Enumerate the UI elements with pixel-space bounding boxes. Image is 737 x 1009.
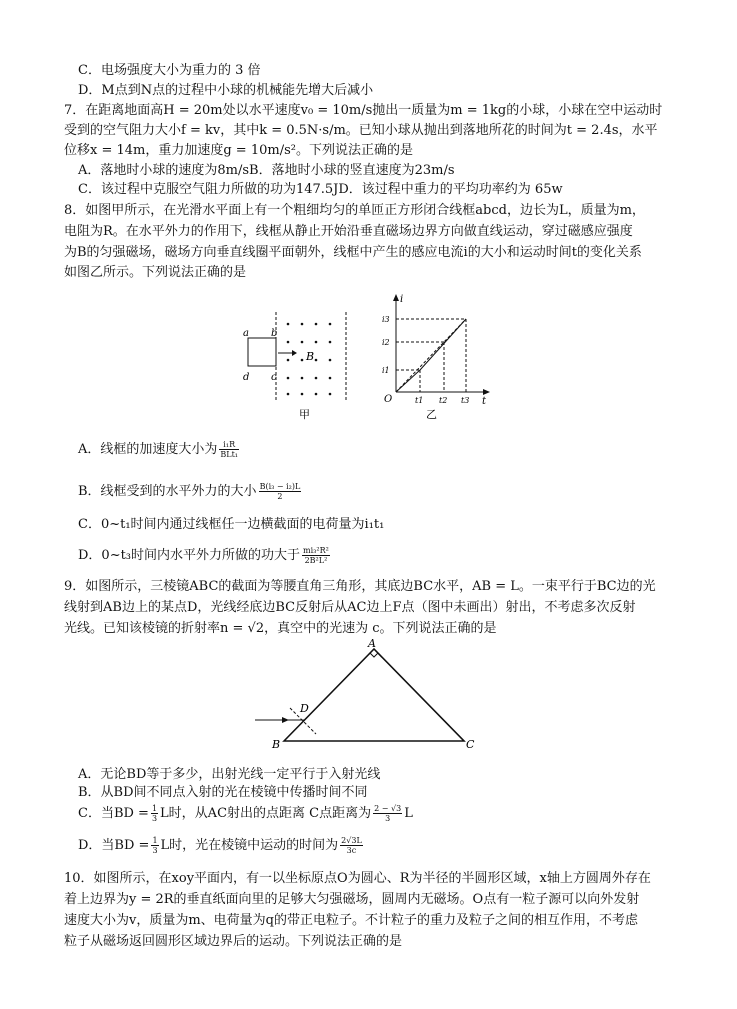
label-c: c bbox=[271, 372, 277, 383]
origin-label: O bbox=[384, 394, 393, 405]
frac-denominator: 3 bbox=[151, 814, 158, 823]
label-a: a bbox=[243, 328, 249, 339]
q8-figure-yi bbox=[378, 292, 498, 422]
q6-option-c: C．电场强度大小为重力的 3 倍 bbox=[78, 63, 261, 78]
frac-numerator: 2√3L bbox=[341, 836, 362, 845]
tick-t3: t3 bbox=[461, 396, 470, 405]
q9-stem-line-3: 光线。已知该棱镜的折射率n = √2，真空中的光速为 c。下列说法正确的是 bbox=[64, 621, 497, 636]
tick-i3: i3 bbox=[382, 315, 390, 324]
q9-prism-figure bbox=[250, 636, 490, 754]
q9-option-c-bd-fraction bbox=[151, 804, 158, 823]
q9-stem-line-1: 9．如图所示，三棱镜ABC的截面为等腰直角三角形，其底边BC水平，AB = L。一束平行于BC边的光 bbox=[64, 579, 656, 594]
vertex-C: C bbox=[466, 738, 475, 751]
q8-option-b-text: B．线框受到的水平外力的大小 bbox=[78, 484, 257, 499]
extension-line bbox=[396, 319, 466, 392]
q8-option-a-fraction bbox=[219, 440, 239, 459]
point-D: D bbox=[300, 702, 309, 715]
vertex-A: A bbox=[368, 637, 376, 650]
caption-yi: 乙 bbox=[426, 408, 437, 421]
t-axis-arrow-icon bbox=[483, 389, 490, 395]
q9-option-c bbox=[78, 804, 413, 823]
q9-option-c-fraction bbox=[373, 804, 402, 823]
q8-figure-jia bbox=[236, 310, 356, 420]
q8-option-b-fraction bbox=[259, 482, 302, 501]
q8-option-a bbox=[78, 440, 241, 459]
q9-option-a: A．无论BD等于多少，出射光线一定平行于入射光线 bbox=[78, 767, 381, 782]
tick-t1: t1 bbox=[415, 396, 424, 405]
q6-option-d: D．M点到N点的过程中小球的机械能先增大后减小 bbox=[78, 83, 374, 98]
q7-stem-line-3: 位移x = 14m，重力加速度g = 10m/s²。下列说法正确的是 bbox=[64, 143, 413, 158]
q9-option-c-post: L bbox=[404, 806, 413, 821]
q8-option-d bbox=[78, 546, 332, 565]
tick-i2: i2 bbox=[382, 338, 390, 347]
label-b: b bbox=[271, 328, 278, 339]
q8-option-a-text: A．线框的加速度大小为 bbox=[78, 442, 218, 457]
q10-stem-line-3: 速度大小为v，质量为m、电荷量为q的带正电粒子。不计粒子的重力及粒子之间的相互作用，不考虑 bbox=[64, 913, 638, 928]
frac-denominator: 3 bbox=[385, 814, 391, 823]
frac-numerator: i₁R bbox=[219, 440, 239, 450]
q7-stem-line-2: 受到的空气阻力大小f = kv，其中k = 0.5N·s/m。已知小球从抛出到落地所花的时间为t = 2.4s，水平 bbox=[64, 123, 658, 138]
caption-jia: 甲 bbox=[299, 408, 310, 420]
q8-stem-line-4: 如图乙所示。下列说法正确的是 bbox=[64, 265, 247, 280]
t-axis-label: t bbox=[482, 396, 487, 407]
q9-option-d-bd-fraction bbox=[151, 836, 158, 855]
label-d: d bbox=[243, 372, 250, 383]
q8-stem-line-1: 8．如图甲所示，在光滑水平面上有一个粗细均匀的单匝正方形闭合线框abcd，边长为L，质量为m， bbox=[64, 203, 645, 218]
q9-option-b: B．从BD间不同点入射的光在棱镜中传播时间不同 bbox=[78, 785, 368, 800]
frac-numerator: 1 bbox=[151, 804, 158, 813]
i-axis-arrow-icon bbox=[393, 294, 399, 301]
q9-option-d-mid: L时，光在棱镜中运动的时间为 bbox=[160, 838, 339, 853]
frac-denominator: 2 bbox=[277, 492, 283, 501]
frac-denominator: 2B²L² bbox=[304, 556, 328, 565]
q8-option-d-fraction bbox=[302, 546, 330, 565]
frac-denominator: BLt₁ bbox=[220, 450, 239, 459]
q7-stem-line-1: 7．在距离地面高H = 20m处以水平速度v₀ = 10m/s抛出一质量为m = 1kg的小球，小球在空中运动时 bbox=[64, 103, 663, 118]
square-coil bbox=[248, 338, 276, 366]
q10-stem-line-2: 着上边界为y = 2R的垂直纸面向里的足够大匀强磁场，圆周内无磁场。O点有一粒子源可以向外发射 bbox=[64, 892, 640, 907]
q8-option-c: C．0~t₁时间内通过线框任一边横截面的电荷量为i₁t₁ bbox=[78, 517, 385, 532]
frac-denominator: 3c bbox=[346, 846, 357, 855]
vertex-B: B bbox=[272, 738, 281, 751]
prism-triangle bbox=[284, 649, 464, 741]
q8-stem-line-3: 为B的匀强磁场，磁场方向垂直线圈平面朝外，线框中产生的感应电流i的大小和运动时间t的变化关系 bbox=[64, 245, 642, 260]
q10-stem-line-1: 10．如图所示，在xoy平面内，有一以坐标原点O为圆心、R为半径的半圆形区域，x轴上方圆周外存在 bbox=[64, 871, 651, 886]
frac-numerator: mi₃²R² bbox=[303, 546, 329, 555]
frac-numerator: 1 bbox=[152, 836, 158, 845]
q8-stem-line-2: 电阻为R。在水平外力的作用下，线框从静止开始沿垂直磁场边界方向做直线运动，穿过磁感应强度 bbox=[64, 224, 633, 239]
q9-stem-line-2: 线射到AB边上的某点D，光线经底边BC反射后从AC边上F点（图中未画出）射出，不考虑多次反射 bbox=[64, 600, 636, 615]
q7-options-ab: A．落地时小球的速度为8m/sB．落地时小球的竖直速度为23m/s bbox=[78, 163, 455, 178]
incident-ray-arrow-icon bbox=[282, 717, 289, 723]
q8-option-d-text: D．0~t₃时间内水平外力所做的功大于 bbox=[78, 548, 301, 563]
q9-option-d bbox=[78, 836, 365, 855]
frac-denominator: 3 bbox=[152, 846, 158, 855]
q9-option-d-text: D．当BD = bbox=[78, 838, 150, 853]
tick-i1: i1 bbox=[382, 366, 390, 375]
arrowhead-icon bbox=[292, 350, 297, 356]
frac-numerator: B(i₃ − i₂)L bbox=[259, 482, 301, 491]
right-angle-mark bbox=[370, 653, 378, 657]
current-line-segment-1 bbox=[396, 370, 420, 392]
i-axis-label: i bbox=[400, 294, 404, 305]
q9-option-d-fraction bbox=[340, 836, 363, 855]
q9-option-c-mid: L时，从AC射出的点距离 C点距离为 bbox=[160, 806, 372, 821]
tick-t2: t2 bbox=[439, 396, 448, 405]
q7-options-cd: C．该过程中克服空气阻力所做的功为147.5JD．该过程中重力的平均功率约为 65w bbox=[78, 182, 563, 197]
frac-numerator: 2 − √3 bbox=[374, 804, 402, 813]
q9-option-c-text: C．当BD = bbox=[78, 806, 149, 821]
q10-stem-line-4: 粒子从磁场返回圆形区域边界后的运动。下列说法正确的是 bbox=[64, 934, 403, 949]
label-B: B bbox=[306, 350, 315, 363]
q8-option-b bbox=[78, 482, 303, 501]
